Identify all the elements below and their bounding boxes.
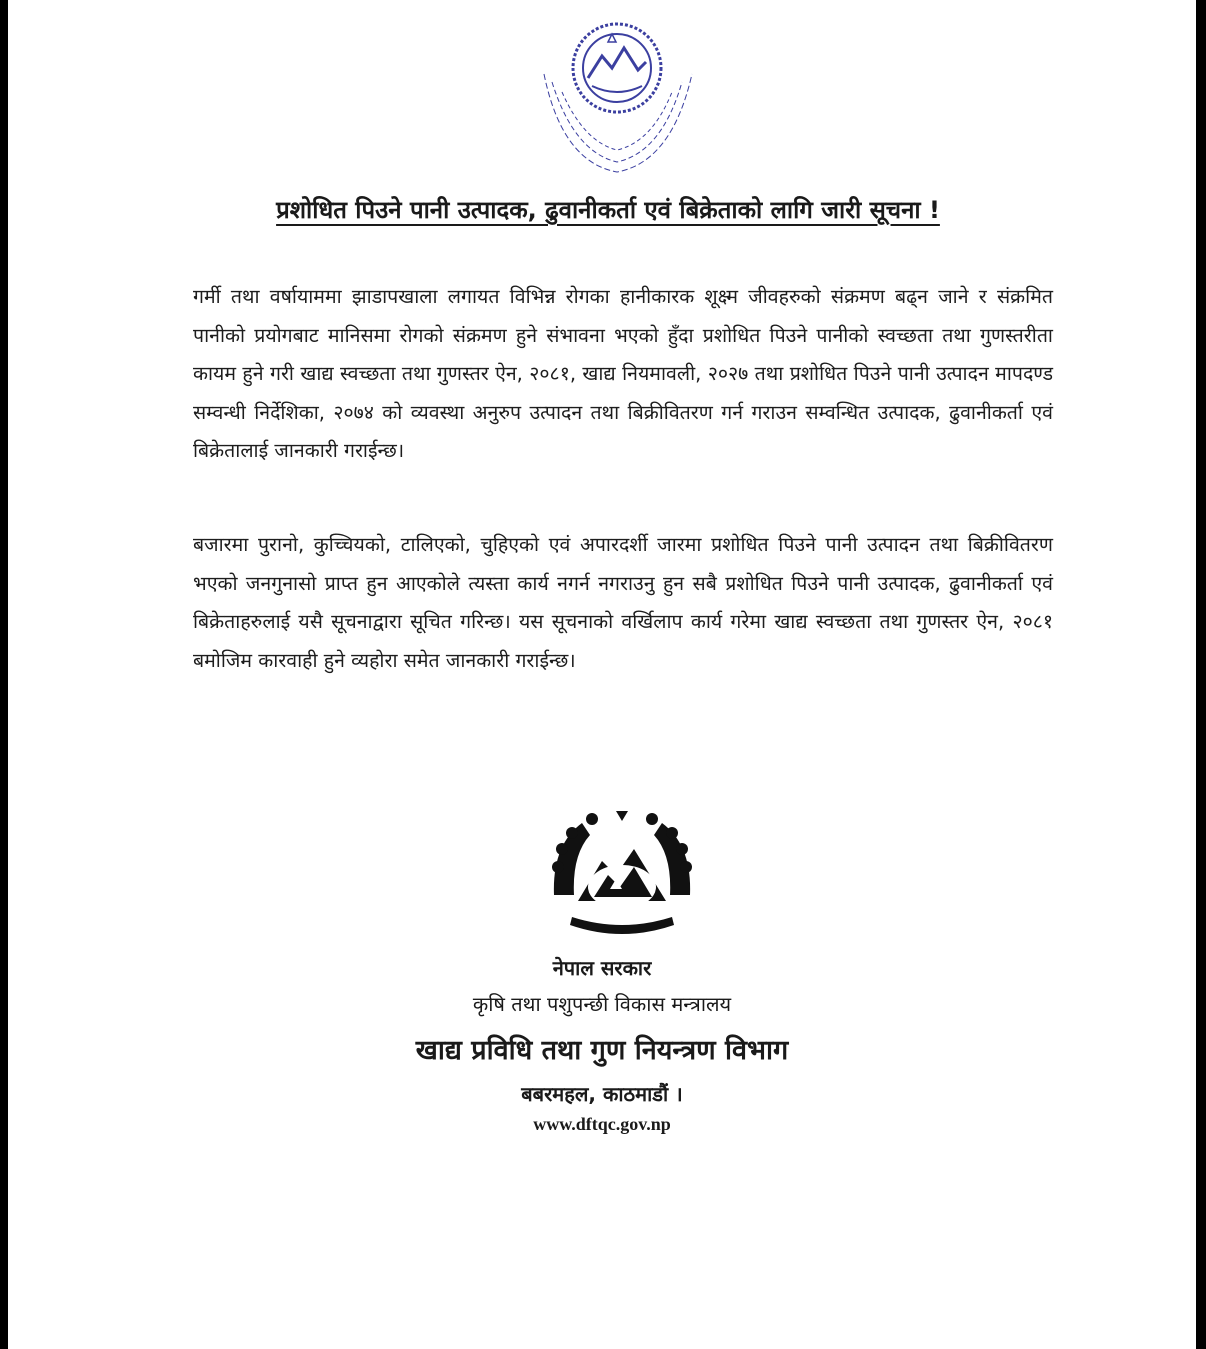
notice-title: प्रशोधित पिउने पानी उत्पादक, ढुवानीकर्ता एवं बिक्रेताको लागि जारी सूचना ! (276, 196, 940, 224)
website-link[interactable]: www.dftqc.gov.np (533, 1114, 671, 1134)
notice-paragraph: बजारमा पुरानो, कुच्चियको, टालिएको, चुहिएको एवं अपारदर्शी जारमा प्रशोधित पिउने पानी उत्पादन तथा बिक्रीवितरण भएको जनगुनासो प्राप्त हुन आएकोले त्यस्ता कार्य नगर्न नगराउनु हुन सबै प्रशोधित पिउने पानी उत्पादक, ढुवानीकर्ता एवं बिक्रेताहरुलाई यसै सूचनाद्वारा सूचित गरिन्छ। यस सूचनाको वर्खिलाप कार्य गरेमा खाद्य स्वच्छता तथा गुणस्तर ऐन, २०८१ बमोजिम कारवाही हुने व्यहोरा समेत जानकारी गराईन्छ। (193, 533, 1053, 672)
signature-government: नेपाल सरकार (552, 956, 652, 980)
signature-department: खाद्य प्रविधि तथा गुण नियन्त्रण विभाग (415, 1035, 789, 1066)
nepal-government-emblem-icon (542, 805, 702, 955)
signature-ministry: कृषि तथा पशुपन्छी विकास मन्त्रालय (472, 992, 732, 1016)
notice-page (8, 0, 1196, 1349)
department-seal-icon (522, 12, 712, 190)
signature-address: बबरमहल, काठमाडौं । (521, 1082, 683, 1106)
notice-paragraph: गर्मी तथा वर्षायाममा झाडापखाला लगायत विभिन्न रोगका हानीकारक शूक्ष्म जीवहरुको संक्रमण बढ्न जाने र संक्रमित पानीको प्रयोगबाट मानिसमा रोगको संक्रमण हुने संभावना भएको हुँदा प्रशोधित पिउने पानीको स्वच्छता तथा गुणस्तरीता कायम हुने गरी खाद्य स्वच्छता तथा गुणस्तर ऐन, २०८१, खाद्य नियमावली, २०२७ तथा प्रशोधित पिउने पानी उत्पादन मापदण्ड सम्वन्धी निर्देशिका, २०७४ को व्यवस्था अनुरुप उत्पादन तथा बिक्रीवितरण गर्न गराउन सम्वन्धित उत्पादक, ढुवानीकर्ता एवं बिक्रेतालाई जानकारी गराईन्छ। (193, 285, 1053, 462)
